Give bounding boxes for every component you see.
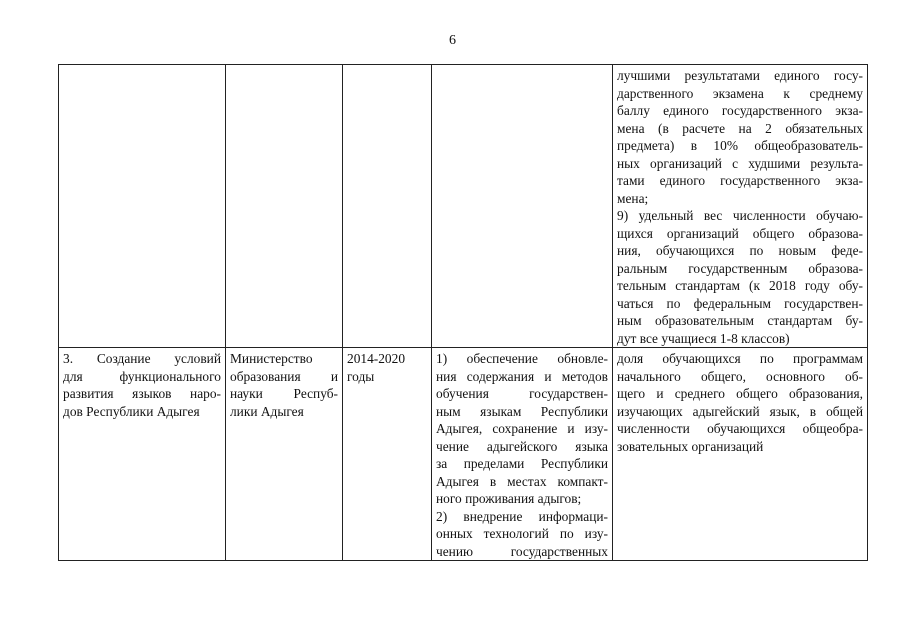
- cell-text-line: ным образовательным стандартам бу-: [617, 313, 863, 328]
- indicators-cell: [613, 348, 868, 561]
- cell-text-line: предмета) в 10% общеобразователь-: [617, 138, 863, 153]
- cell-text-line: чению государственных: [436, 543, 608, 559]
- cell-text-line: ния содержания и методов: [436, 368, 608, 384]
- cell-text-line: за пределами Республики: [436, 456, 608, 471]
- cell-text-line: Министерство: [230, 351, 313, 366]
- cell-text-line: мена;: [617, 190, 649, 206]
- page-number: 6: [449, 33, 456, 48]
- cell-text-line: науки Респуб-: [230, 386, 338, 401]
- cell-text-line: 2014-2020: [347, 351, 406, 366]
- cell-text-line: обучения государствен-: [436, 386, 608, 401]
- measures-cell: [432, 65, 613, 348]
- cell-text-line: баллу единого государственного экза-: [617, 103, 863, 118]
- cell-text-line: онных технологий по изу-: [436, 526, 608, 541]
- program-table: [58, 64, 868, 561]
- cell-text-line: 3. Создание условий: [63, 351, 221, 366]
- cell-text-line: 1) обеспечение обновле-: [436, 351, 608, 366]
- cell-text-line: 9) удельный вес численности обучаю-: [617, 208, 863, 223]
- cell-text-line: развития языков наро-: [63, 386, 221, 401]
- table-row: [59, 348, 868, 561]
- cell-text-line: ного проживания адыгов;: [436, 491, 582, 506]
- cell-text-line: образования и: [230, 368, 338, 384]
- direction-cell: [59, 348, 226, 561]
- cell-text-line: чаться по федеральным государствен-: [617, 295, 863, 311]
- direction-cell: [59, 65, 226, 348]
- cell-text-line: ным языкам Республики: [436, 403, 608, 419]
- cell-text-line: тельным стандартам (к 2018 году обу-: [617, 278, 863, 293]
- period-cell: [343, 65, 432, 348]
- indicators-cell: [613, 65, 868, 348]
- period-cell: [343, 348, 432, 561]
- cell-text-line: щихся организаций общего образова-: [617, 225, 863, 241]
- cell-text-line: тами единого государственного экза-: [617, 173, 863, 188]
- cell-text-line: чение адыгейского языка: [436, 438, 608, 454]
- cell-text-line: дут все учащиеся 1-8 классов): [617, 330, 790, 346]
- cell-text-line: годы: [347, 368, 375, 384]
- cell-text-line: зовательных организаций: [617, 438, 764, 454]
- executor-cell: [226, 65, 343, 348]
- cell-text-line: лики Адыгея: [230, 403, 304, 419]
- cell-text-line: 2) внедрение информаци-: [436, 508, 608, 524]
- cell-text-line: лучшими результатами единого госу-: [617, 68, 863, 83]
- cell-text-line: дарственного экзамена к среднему: [617, 85, 863, 101]
- executor-cell: [226, 348, 343, 561]
- cell-text-line: начального общего, основного об-: [617, 368, 863, 384]
- cell-text-line: ральным государственным образова-: [617, 260, 863, 276]
- cell-text-line: дов Республики Адыгея: [63, 403, 200, 419]
- cell-text-line: Адыгея в местах компакт-: [436, 473, 608, 489]
- cell-text-line: численности обучающихся общеобра-: [617, 421, 863, 436]
- cell-text-line: щего и среднего общего образования,: [617, 386, 863, 401]
- cell-text-line: ния, обучающихся по новым феде-: [617, 243, 863, 258]
- cell-text-line: для функционального: [63, 368, 221, 384]
- table-row: [59, 65, 868, 348]
- cell-text-line: доля обучающихся по программам: [617, 351, 863, 366]
- cell-text-line: ных организаций с худшими результа-: [617, 155, 863, 171]
- measures-cell: [432, 348, 613, 561]
- cell-text-line: Адыгея, сохранение и изу-: [436, 421, 608, 436]
- cell-text-line: мена (в расчете на 2 обязательных: [617, 120, 863, 136]
- cell-text-line: изучающих адыгейский язык, в общей: [617, 403, 863, 419]
